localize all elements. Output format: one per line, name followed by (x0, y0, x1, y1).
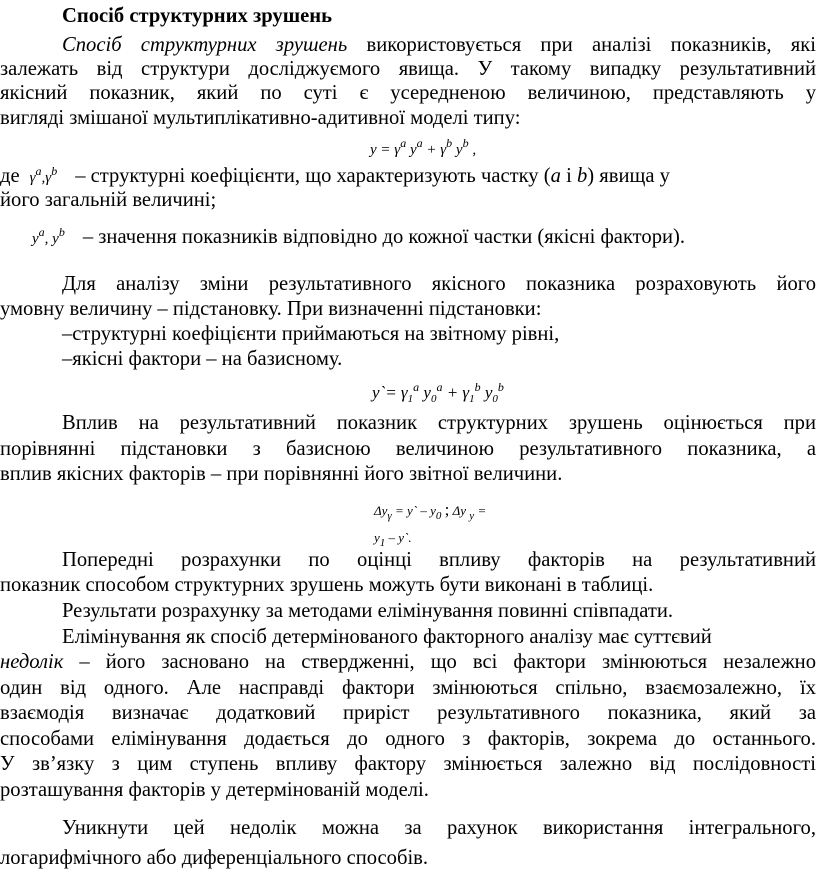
paragraph-5: Результати розрахунку за методами елімінування повинні співпадати. (62, 600, 674, 622)
paragraph-6-line-7: розташування факторів у детермінованій моделі. (0, 779, 429, 801)
list-item-structural: –структурні коефіцієнти приймаються на звітному рівні, (62, 323, 560, 345)
paragraph-3-line-2: порівнянні підстановки з базисною величиною результативного показника, а (0, 438, 816, 460)
formula-delta-qualitative: $y_1$ – y`. (374, 530, 412, 549)
paragraph-1-line-4: вигляді змішаної мультиплікативно-адитивної моделі типу: (0, 107, 521, 129)
paragraph-2-line-2: умовну величину – підстановку. При визначенні підстановки: (0, 298, 542, 320)
definition-structural-coefficients: де $\gamma^a,\gamma^b$ – структурні коефіцієнти, що характеризують частку (a і b) явища у (0, 164, 670, 187)
paragraph-7-line-2: логарифмічного або диференціального способів. (0, 847, 429, 869)
paragraph-7-line-1: Уникнути цей недолік можна за рахунок використання інтегрального, (62, 817, 816, 839)
list-item-qualitative: –якісні фактори – на базисному. (62, 348, 343, 370)
paragraph-4-line-2: показник способом структурних зрушень можуть бути виконані в таблиці. (0, 574, 654, 596)
definition-line-2: його загальній величині; (0, 189, 217, 211)
paragraph-1-line-3: якісний показник, який по суті є усередненою величиною, представляють у (0, 82, 816, 104)
formula-substitution: y`= $\gamma_1^a$ $y_0^a + \gamma_1^b$ $y_0^b$ (372, 380, 504, 405)
paragraph-2-line-1: Для аналізу зміни результативного якісного показника розраховують його (62, 273, 816, 295)
paragraph-6-line-4: взаємодія визначає додатковий приріст результативного показника, який за (0, 702, 816, 724)
paragraph-6-line-3: один від одного. Але насправді фактори змінюються спільно, взаємозалежно, їх (0, 677, 816, 699)
paragraph-3-line-3: вплив якісних факторів – при порівнянні його звітної величини. (0, 463, 563, 485)
term-emphasis: Спосіб структурних зрушень (62, 34, 348, 56)
paragraph-6-line-6: У зв’язку з цим ступень впливу фактору змінюється залежно від послідовності (0, 753, 816, 775)
section-title: Спосіб структурних зрушень (62, 5, 333, 27)
formula-delta-structure: $\Delta y_\gamma$ = y` – $y_0$ ; Δy $_y$ = (374, 500, 487, 522)
paragraph-6-line-2: недолік – його засновано на ствердженні, що всі фактори змінюються незалежно (0, 651, 816, 673)
paragraph-6-line-1: Елімінування як спосіб детермінованого факторного аналізу має суттєвий (62, 626, 712, 648)
paragraph-6-line-5: способами елімінування додається до одного з факторів, зокрема до останнього. (0, 728, 816, 750)
definition-indicator-values: $y^a$, $y^b$ – значення показників відповідно до кожної частки (якісні фактори). (32, 225, 686, 248)
paragraph-4-line-1: Попередні розрахунки по оцінці впливу факторів на результативний (62, 549, 816, 571)
paragraph-1-line-1: Спосіб структурних зрушень використовується при аналізі показників, які (62, 34, 816, 56)
paragraph-3-line-1: Вплив на результативний показник структурних зрушень оцінюється при (62, 412, 816, 434)
term-emphasis: недолік (0, 651, 64, 673)
formula-mixed-model: $y = \gamma^a$ $y^a + \gamma^b$ $y^b$ , (370, 136, 477, 158)
paragraph-1-line-2: залежать від структури досліджуємого явища. У такому випадку результативний (0, 58, 816, 80)
